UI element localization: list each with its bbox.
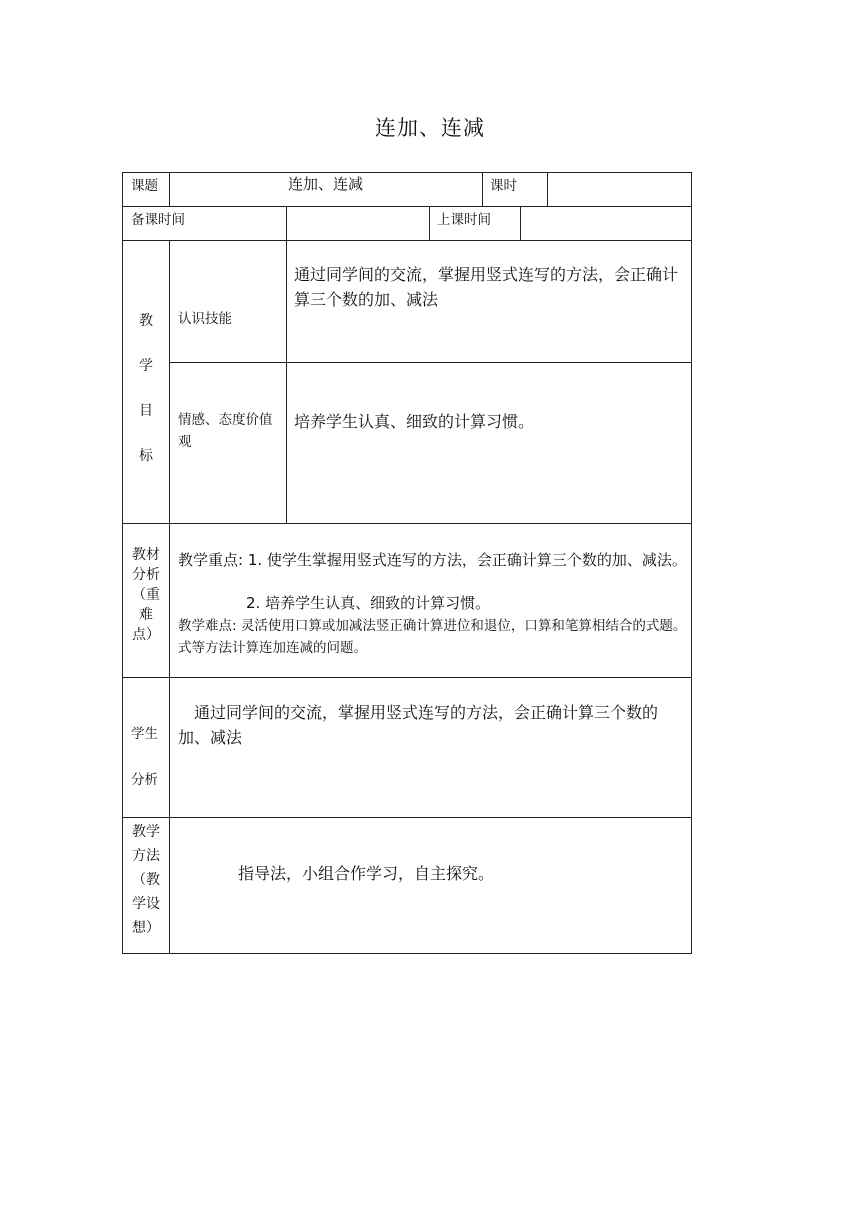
class-time-label: 上课时间 (437, 212, 491, 228)
row-divider-5 (122, 817, 692, 818)
material-label (123, 545, 169, 645)
row-divider-4 (122, 677, 692, 678)
row-divider-2 (122, 240, 692, 241)
key-point-line-1: 教学重点: 1. 使学生掌握用竖式连写的方法，会正确计算三个数的加、减法。 (178, 551, 687, 569)
difficulty-text: 教学难点: 灵活使用口算或加减法竖正确计算进位和退位，口算和笔算相结合的式题。式等方法计算连加连减的问题。 (178, 618, 687, 656)
col-divider-prep (286, 206, 287, 240)
table-border-right (691, 172, 692, 954)
material-label-line-2: 分析 (132, 567, 160, 583)
topic-value: 连加、连减 (287, 175, 363, 193)
prep-time-label: 备课时间 (131, 212, 185, 228)
period-label: 课时 (490, 178, 517, 194)
topic-label: 课题 (131, 178, 158, 194)
method-label-line-5: 想） (132, 920, 160, 936)
col-divider-class-left (429, 206, 430, 240)
student-label-line-2: 分析 (131, 772, 158, 788)
attitude-text: 培养学生认真、细致的计算习惯。 (294, 412, 535, 431)
col-divider-label (169, 240, 170, 954)
col-divider-period-left (482, 172, 483, 206)
method-label (123, 820, 169, 940)
material-label-line-1: 教材 (132, 547, 160, 563)
method-label-line-2: 方法 (132, 848, 160, 864)
material-label-line-5: 点） (132, 627, 160, 643)
row-divider-1 (122, 206, 692, 207)
method-label-line-3: （教 (132, 872, 160, 888)
method-label-line-4: 学设 (132, 896, 160, 912)
material-label-line-4: 难 (139, 607, 153, 623)
table-border-bottom (122, 953, 692, 954)
col-divider-class-right (520, 206, 521, 240)
objectives-label-char-3: 目 (139, 403, 153, 419)
row-divider-3 (122, 523, 692, 524)
objectives-label-char-1: 教 (139, 313, 153, 329)
objectives-label-char-2: 学 (139, 358, 153, 374)
objective-divider (169, 362, 692, 363)
method-label-line-1: 教学 (132, 824, 160, 840)
student-label-line-1: 学生 (131, 726, 158, 742)
student-analysis-text: 通过同学间的交流，掌握用竖式连写的方法，会正确计算三个数的加、减法 (178, 703, 659, 747)
material-label-line-3: （重 (132, 587, 160, 603)
method-text: 指导法，小组合作学习，自主探究。 (238, 864, 495, 883)
col-divider-objective (286, 240, 287, 523)
attitude-label: 情感、态度价值观 (178, 412, 273, 450)
document-title: 连加、连减 (375, 116, 485, 140)
skill-label: 认识技能 (178, 311, 232, 327)
objectives-label-char-4: 标 (139, 448, 153, 464)
skill-text: 通过同学间的交流，掌握用竖式连写的方法，会正确计算三个数的加、减法 (294, 265, 679, 309)
col-divider-period-right (547, 172, 548, 206)
key-point-line-2: 2. 培养学生认真、细致的计算习惯。 (246, 594, 491, 612)
